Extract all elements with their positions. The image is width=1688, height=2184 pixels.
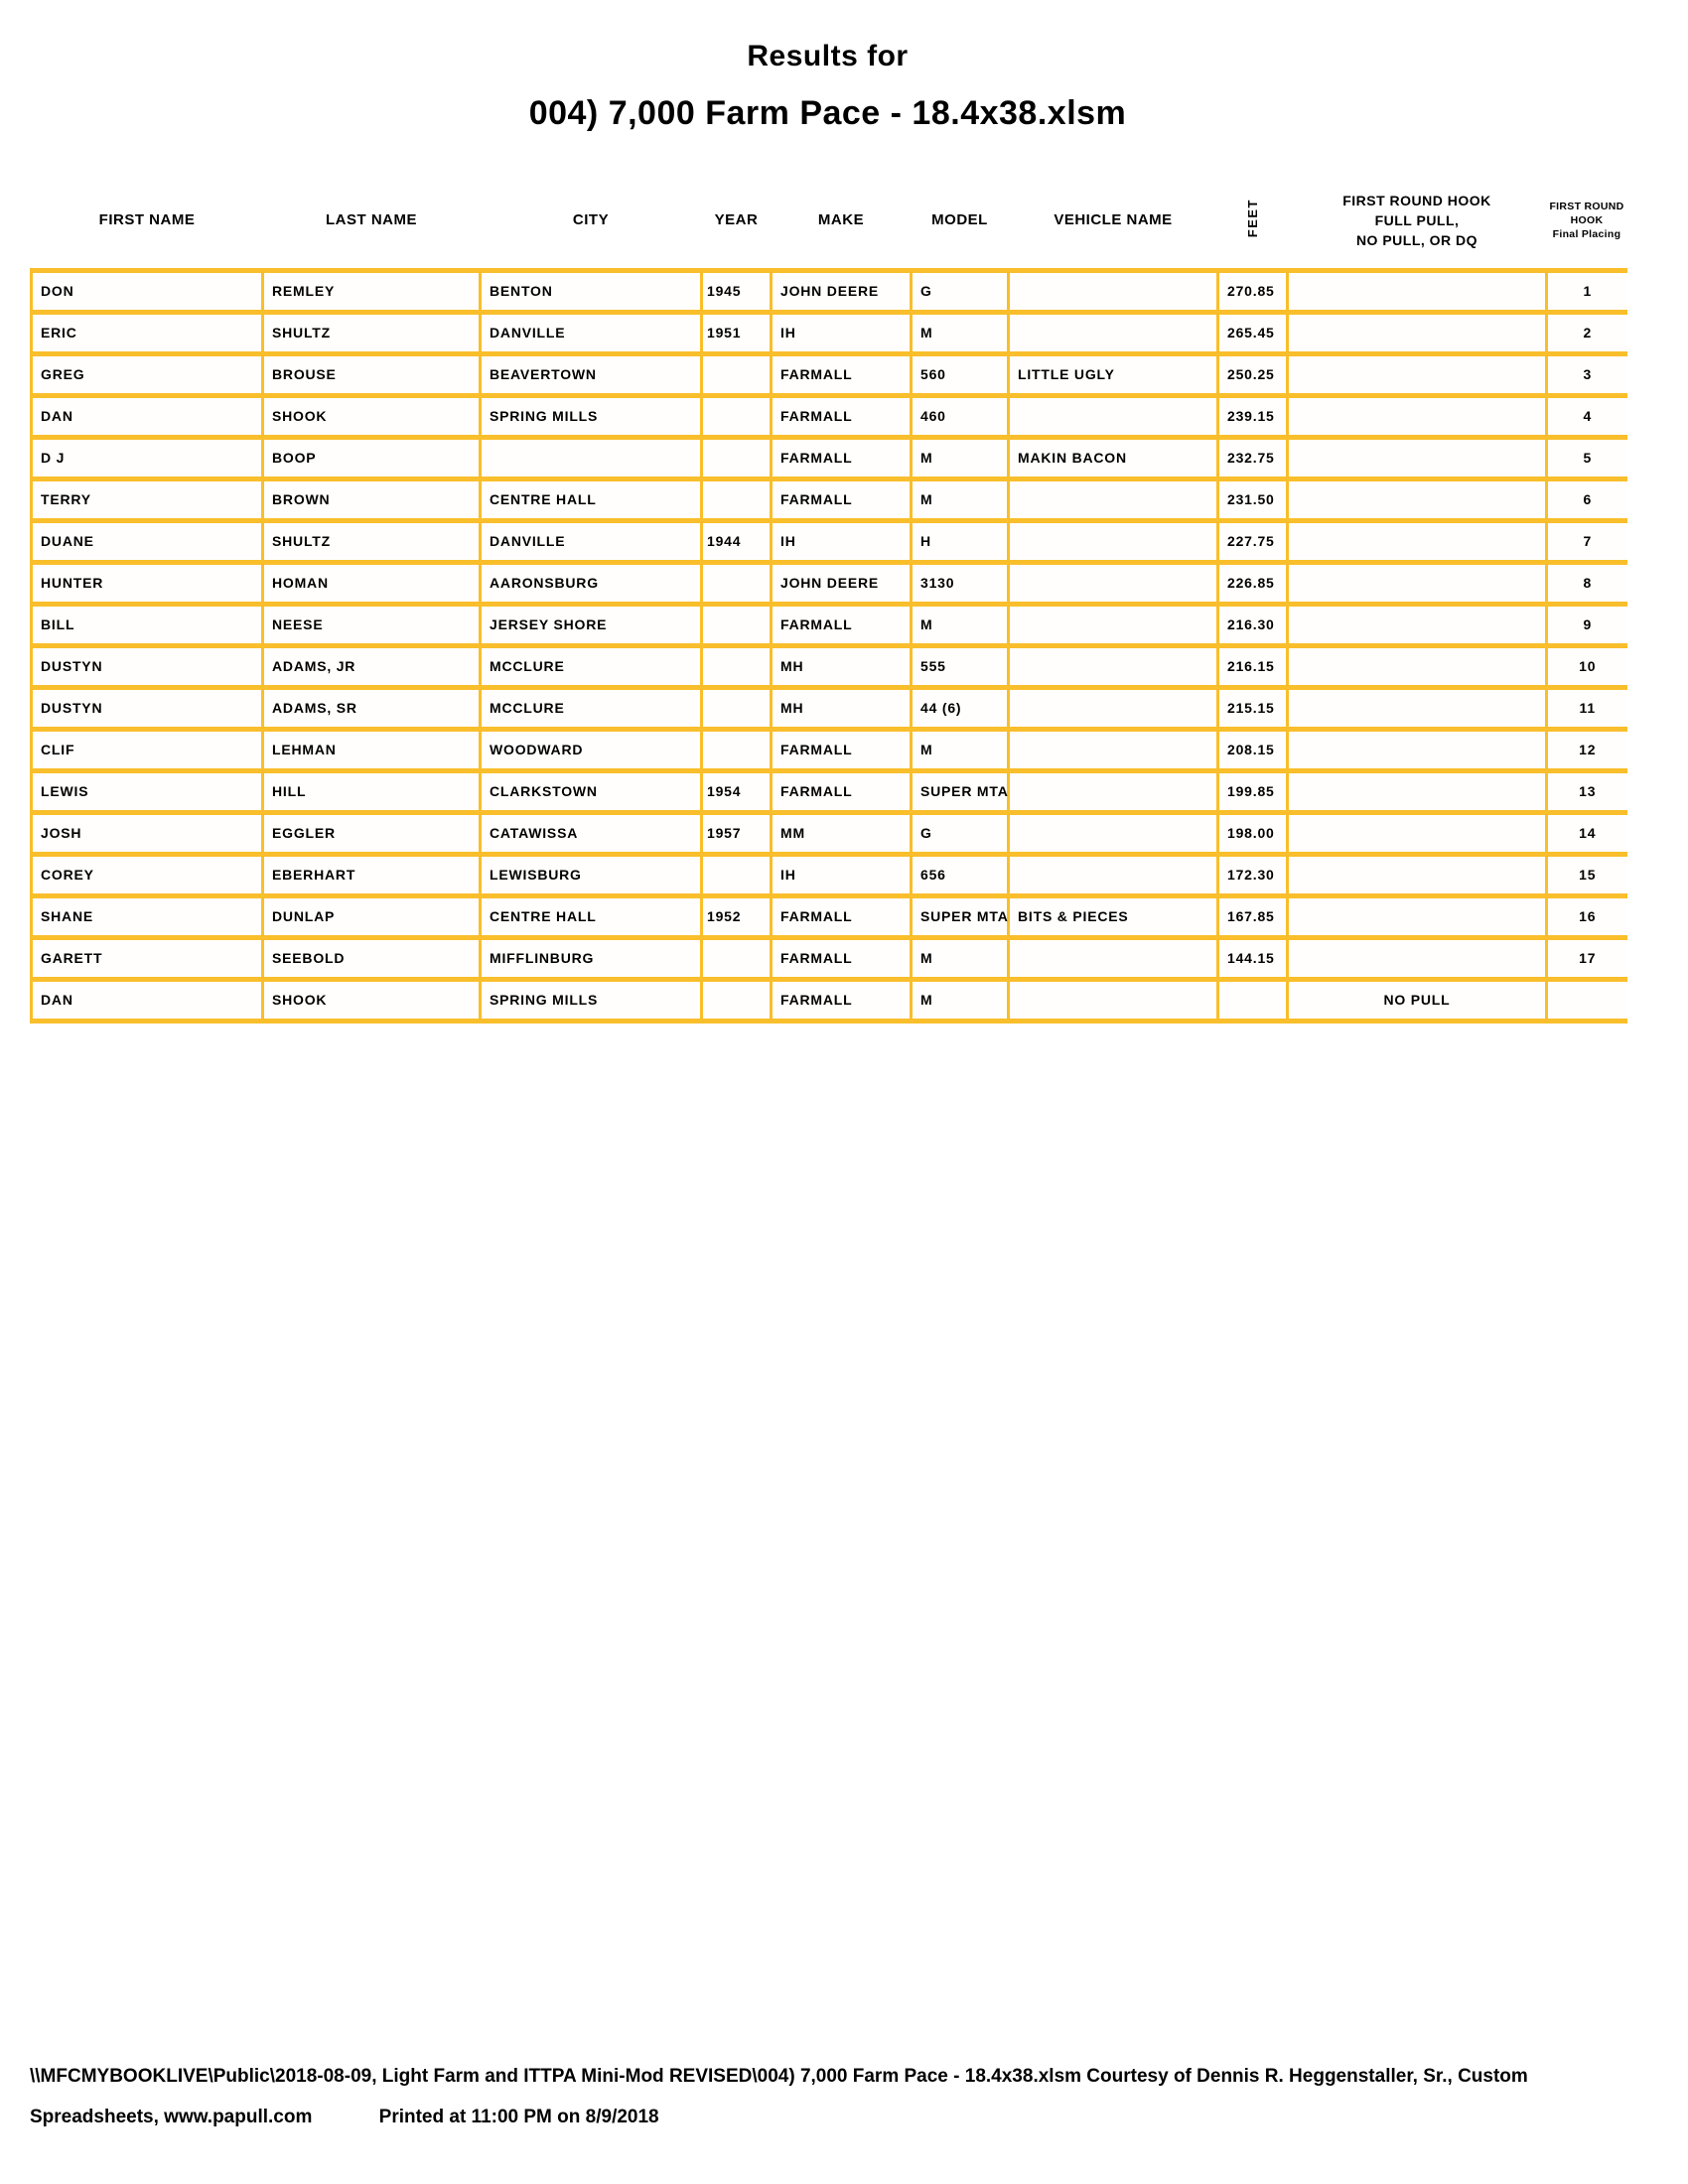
cell-city: MCCLURE	[481, 687, 702, 729]
cell-feet: 208.15	[1218, 729, 1288, 770]
cell-first-name: GREG	[32, 353, 263, 395]
cell-year	[702, 645, 772, 687]
cell-year	[702, 729, 772, 770]
footer-printed-at: Printed at 11:00 PM on 8/9/2018	[378, 2107, 659, 2127]
cell-year	[702, 604, 772, 645]
cell-city: MCCLURE	[481, 645, 702, 687]
report-subtitle: 004) 7,000 Farm Pace - 18.4x38.xlsm	[528, 94, 1127, 132]
footer-second-line	[30, 2108, 1668, 2126]
cell-last-name: SHOOK	[263, 395, 481, 437]
cell-last-name: EGGLER	[263, 812, 481, 854]
cell-city: DANVILLE	[481, 312, 702, 353]
cell-year: 1944	[702, 520, 772, 562]
cell-year	[702, 395, 772, 437]
cell-city: BEAVERTOWN	[481, 353, 702, 395]
cell-make: FARMALL	[772, 395, 912, 437]
cell-year: 1951	[702, 312, 772, 353]
cell-final-placing: 1	[1547, 270, 1627, 312]
col-header-last-name: LAST NAME	[326, 211, 417, 229]
hook-header-line: FIRST ROUND HOOK	[1342, 192, 1491, 208]
cell-hook-result	[1288, 395, 1547, 437]
cell-model: 656	[912, 854, 1009, 895]
cell-hook-result	[1288, 687, 1547, 729]
cell-first-name: LEWIS	[32, 770, 263, 812]
header-row	[32, 179, 1627, 270]
cell-model: G	[912, 270, 1009, 312]
cell-city	[481, 437, 702, 478]
cell-last-name: HILL	[263, 770, 481, 812]
cell-final-placing: 2	[1547, 312, 1627, 353]
cell-last-name: BROWN	[263, 478, 481, 520]
cell-hook-result	[1288, 645, 1547, 687]
cell-year	[702, 687, 772, 729]
cell-model: H	[912, 520, 1009, 562]
cell-vehicle-name	[1009, 270, 1218, 312]
table-row	[32, 312, 1627, 353]
title-block	[30, 42, 1625, 130]
cell-city: SPRING MILLS	[481, 979, 702, 1021]
cell-vehicle-name: MAKIN BACON	[1009, 437, 1218, 478]
cell-hook-result	[1288, 729, 1547, 770]
cell-make: FARMALL	[772, 353, 912, 395]
cell-year	[702, 478, 772, 520]
cell-feet: 270.85	[1218, 270, 1288, 312]
cell-model: M	[912, 729, 1009, 770]
cell-feet: 227.75	[1218, 520, 1288, 562]
cell-final-placing: 3	[1547, 353, 1627, 395]
cell-hook-result	[1288, 437, 1547, 478]
table-row	[32, 770, 1627, 812]
cell-year	[702, 937, 772, 979]
cell-hook-result	[1288, 478, 1547, 520]
cell-vehicle-name	[1009, 979, 1218, 1021]
cell-final-placing: 12	[1547, 729, 1627, 770]
cell-year	[702, 854, 772, 895]
cell-last-name: BROUSE	[263, 353, 481, 395]
col-header-feet	[1218, 179, 1288, 270]
cell-model: G	[912, 812, 1009, 854]
table-row	[32, 979, 1627, 1021]
cell-first-name: DON	[32, 270, 263, 312]
cell-final-placing	[1547, 979, 1627, 1021]
cell-city: AARONSBURG	[481, 562, 702, 604]
cell-model: 555	[912, 645, 1009, 687]
cell-feet: 226.85	[1218, 562, 1288, 604]
cell-model: 44 (6)	[912, 687, 1009, 729]
table-row	[32, 562, 1627, 604]
table-row	[32, 645, 1627, 687]
cell-final-placing: 13	[1547, 770, 1627, 812]
cell-make: FARMALL	[772, 895, 912, 937]
cell-vehicle-name	[1009, 312, 1218, 353]
table-row	[32, 895, 1627, 937]
cell-model: M	[912, 478, 1009, 520]
cell-last-name: DUNLAP	[263, 895, 481, 937]
cell-city: CENTRE HALL	[481, 478, 702, 520]
cell-hook-result	[1288, 353, 1547, 395]
cell-model: M	[912, 979, 1009, 1021]
cell-model: M	[912, 312, 1009, 353]
cell-feet: 265.45	[1218, 312, 1288, 353]
cell-vehicle-name	[1009, 395, 1218, 437]
cell-final-placing: 14	[1547, 812, 1627, 854]
cell-feet: 215.15	[1218, 687, 1288, 729]
cell-make: MM	[772, 812, 912, 854]
cell-final-placing: 9	[1547, 604, 1627, 645]
cell-hook-result	[1288, 604, 1547, 645]
cell-first-name: JOSH	[32, 812, 263, 854]
col-header-city: CITY	[572, 211, 610, 229]
cell-first-name: DAN	[32, 979, 263, 1021]
cell-last-name: SHOOK	[263, 979, 481, 1021]
cell-make: IH	[772, 520, 912, 562]
cell-make: JOHN DEERE	[772, 270, 912, 312]
cell-make: FARMALL	[772, 437, 912, 478]
table-row	[32, 520, 1627, 562]
cell-feet: 232.75	[1218, 437, 1288, 478]
cell-feet: 216.30	[1218, 604, 1288, 645]
cell-make: FARMALL	[772, 729, 912, 770]
cell-year	[702, 353, 772, 395]
cell-year: 1945	[702, 270, 772, 312]
cell-model: 3130	[912, 562, 1009, 604]
cell-vehicle-name	[1009, 645, 1218, 687]
col-header-make: MAKE	[817, 211, 865, 229]
table-body	[32, 270, 1627, 1021]
cell-year	[702, 562, 772, 604]
cell-make: MH	[772, 645, 912, 687]
cell-last-name: EBERHART	[263, 854, 481, 895]
cell-model: M	[912, 437, 1009, 478]
cell-hook-result	[1288, 895, 1547, 937]
cell-feet: 172.30	[1218, 854, 1288, 895]
cell-feet: 250.25	[1218, 353, 1288, 395]
cell-last-name: HOMAN	[263, 562, 481, 604]
cell-make: JOHN DEERE	[772, 562, 912, 604]
footer-path-line: \\MFCMYBOOKLIVE\Public\2018-08-09, Light Farm and ITTPA Mini-Mod REVISED\004) 7,000 Farm Pace - 18.4x38.xlsm Courtesy of Dennis R. Heggenstaller, Sr., Custom	[30, 2066, 1528, 2087]
col-header-final-placing	[1547, 179, 1627, 270]
table-row	[32, 812, 1627, 854]
cell-year	[702, 979, 772, 1021]
cell-last-name: SHULTZ	[263, 312, 481, 353]
cell-first-name: GARETT	[32, 937, 263, 979]
cell-first-name: TERRY	[32, 478, 263, 520]
table-row	[32, 353, 1627, 395]
cell-final-placing: 8	[1547, 562, 1627, 604]
placing-header-line: FIRST ROUND	[1549, 200, 1624, 212]
cell-city: MIFFLINBURG	[481, 937, 702, 979]
cell-year: 1957	[702, 812, 772, 854]
cell-city: CLARKSTOWN	[481, 770, 702, 812]
cell-vehicle-name	[1009, 729, 1218, 770]
cell-first-name: DUANE	[32, 520, 263, 562]
cell-feet: 198.00	[1218, 812, 1288, 854]
cell-model: SUPER MTA	[912, 895, 1009, 937]
hook-header-line: FULL PULL,	[1374, 211, 1460, 228]
col-header-first-name: FIRST NAME	[98, 211, 196, 229]
cell-hook-result	[1288, 562, 1547, 604]
cell-first-name: CLIF	[32, 729, 263, 770]
cell-first-name: SHANE	[32, 895, 263, 937]
cell-last-name: SHULTZ	[263, 520, 481, 562]
cell-make: MH	[772, 687, 912, 729]
cell-last-name: SEEBOLD	[263, 937, 481, 979]
table-row	[32, 854, 1627, 895]
cell-vehicle-name	[1009, 937, 1218, 979]
placing-header-line: HOOK	[1570, 213, 1604, 226]
cell-model: 460	[912, 395, 1009, 437]
cell-model: 560	[912, 353, 1009, 395]
table-row	[32, 395, 1627, 437]
cell-final-placing: 7	[1547, 520, 1627, 562]
cell-first-name: DAN	[32, 395, 263, 437]
placing-header-line: Final Placing	[1552, 227, 1621, 240]
cell-first-name: ERIC	[32, 312, 263, 353]
table-row	[32, 729, 1627, 770]
table-row	[32, 604, 1627, 645]
cell-model: SUPER MTA	[912, 770, 1009, 812]
table-row	[32, 478, 1627, 520]
col-header-model: MODEL	[931, 211, 988, 229]
cell-city: JERSEY SHORE	[481, 604, 702, 645]
cell-vehicle-name	[1009, 478, 1218, 520]
cell-hook-result	[1288, 520, 1547, 562]
cell-vehicle-name: BITS & PIECES	[1009, 895, 1218, 937]
cell-vehicle-name	[1009, 604, 1218, 645]
cell-feet: 231.50	[1218, 478, 1288, 520]
cell-make: FARMALL	[772, 979, 912, 1021]
col-header-vehicle-name: VEHICLE NAME	[1054, 211, 1173, 229]
cell-make: FARMALL	[772, 770, 912, 812]
cell-hook-result: NO PULL	[1288, 979, 1547, 1021]
feet-vertical-label: FEET	[1245, 199, 1260, 238]
cell-first-name: DUSTYN	[32, 687, 263, 729]
cell-hook-result	[1288, 770, 1547, 812]
cell-vehicle-name	[1009, 520, 1218, 562]
cell-city: CATAWISSA	[481, 812, 702, 854]
cell-hook-result	[1288, 937, 1547, 979]
cell-make: FARMALL	[772, 478, 912, 520]
cell-model: M	[912, 604, 1009, 645]
hook-header-line: NO PULL, OR DQ	[1355, 231, 1478, 248]
col-header-hook-result	[1288, 179, 1547, 270]
cell-city: LEWISBURG	[481, 854, 702, 895]
cell-last-name: NEESE	[263, 604, 481, 645]
cell-first-name: HUNTER	[32, 562, 263, 604]
cell-make: FARMALL	[772, 937, 912, 979]
cell-make: FARMALL	[772, 604, 912, 645]
cell-feet	[1218, 979, 1288, 1021]
cell-vehicle-name	[1009, 854, 1218, 895]
cell-city: CENTRE HALL	[481, 895, 702, 937]
cell-vehicle-name	[1009, 812, 1218, 854]
report-title: Results for	[747, 40, 909, 72]
cell-feet: 199.85	[1218, 770, 1288, 812]
cell-feet: 144.15	[1218, 937, 1288, 979]
cell-first-name: D J	[32, 437, 263, 478]
cell-first-name: COREY	[32, 854, 263, 895]
cell-vehicle-name	[1009, 687, 1218, 729]
cell-year	[702, 437, 772, 478]
cell-model: M	[912, 937, 1009, 979]
cell-first-name: DUSTYN	[32, 645, 263, 687]
cell-year: 1952	[702, 895, 772, 937]
cell-final-placing: 11	[1547, 687, 1627, 729]
cell-first-name: BILL	[32, 604, 263, 645]
cell-make: IH	[772, 854, 912, 895]
cell-feet: 239.15	[1218, 395, 1288, 437]
cell-make: IH	[772, 312, 912, 353]
table-row	[32, 270, 1627, 312]
cell-city: SPRING MILLS	[481, 395, 702, 437]
cell-year: 1954	[702, 770, 772, 812]
cell-final-placing: 10	[1547, 645, 1627, 687]
cell-vehicle-name: LITTLE UGLY	[1009, 353, 1218, 395]
cell-last-name: BOOP	[263, 437, 481, 478]
table-row	[32, 687, 1627, 729]
cell-final-placing: 15	[1547, 854, 1627, 895]
cell-final-placing: 17	[1547, 937, 1627, 979]
cell-final-placing: 6	[1547, 478, 1627, 520]
cell-hook-result	[1288, 812, 1547, 854]
page-footer	[30, 2067, 1668, 2126]
cell-hook-result	[1288, 270, 1547, 312]
cell-feet: 167.85	[1218, 895, 1288, 937]
results-table	[30, 179, 1627, 1024]
cell-hook-result	[1288, 854, 1547, 895]
cell-city: DANVILLE	[481, 520, 702, 562]
table-row	[32, 937, 1627, 979]
table-row	[32, 437, 1627, 478]
footer-website: Spreadsheets, www.papull.com	[30, 2107, 313, 2127]
cell-last-name: REMLEY	[263, 270, 481, 312]
cell-feet: 216.15	[1218, 645, 1288, 687]
cell-last-name: ADAMS, JR	[263, 645, 481, 687]
cell-hook-result	[1288, 312, 1547, 353]
cell-city: WOODWARD	[481, 729, 702, 770]
cell-final-placing: 16	[1547, 895, 1627, 937]
cell-vehicle-name	[1009, 562, 1218, 604]
cell-final-placing: 4	[1547, 395, 1627, 437]
cell-city: BENTON	[481, 270, 702, 312]
cell-final-placing: 5	[1547, 437, 1627, 478]
cell-last-name: ADAMS, SR	[263, 687, 481, 729]
cell-last-name: LEHMAN	[263, 729, 481, 770]
col-header-year: YEAR	[714, 211, 759, 229]
cell-vehicle-name	[1009, 770, 1218, 812]
